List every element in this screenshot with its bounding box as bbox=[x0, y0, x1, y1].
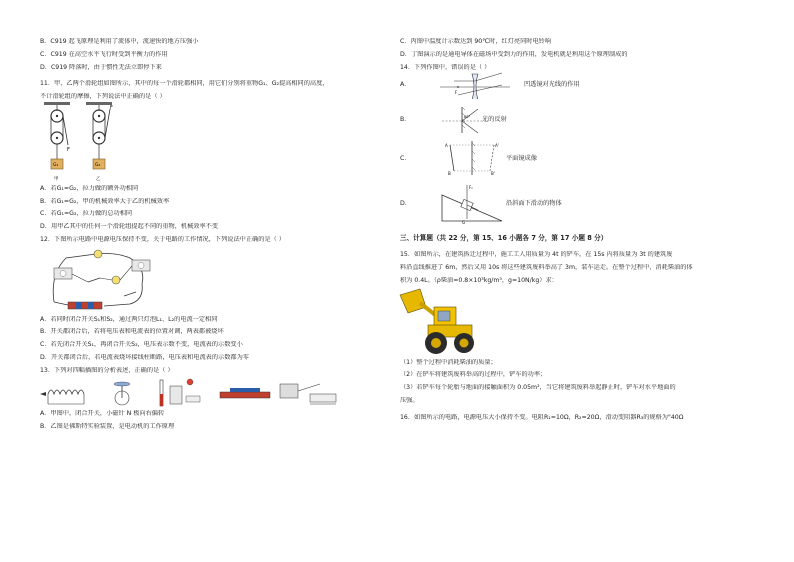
q11-force-label-left: F bbox=[67, 146, 70, 153]
q14-incline-figure bbox=[440, 183, 504, 225]
q14-option-a-letter: A． bbox=[400, 81, 411, 89]
q14-point-a: A bbox=[445, 143, 448, 149]
q12-option-a: A．若同时闭合开关S₁和S₂，通过两只灯泡L₁、L₂的电流一定相同 bbox=[40, 315, 218, 323]
q13-option-d: D．丁图演示的是通电导体在磁场中受到力的作用，发电机就是利用这个原理制成的 bbox=[400, 50, 628, 58]
q14-stem: 14．下列作图中，错误的是（ ） bbox=[400, 63, 491, 71]
q11-stem-line-1: 11．甲、乙两个滑轮组如图所示，其中的每一个滑轮都相同，用它们分别将重物G₁、G₂提高相同的高度， bbox=[40, 80, 329, 88]
q13-stem: 13．下列对四幅插图的分析表述，正确的是（ ） bbox=[40, 366, 174, 374]
q14-option-d-desc: 沿斜面下滑动的物体 bbox=[506, 200, 562, 208]
q10-option-c: C．C919 在高空水平飞行时受到平衡力的作用 bbox=[40, 50, 168, 58]
q12-option-b: B．开关都闭合后，若将电压表和电流表的位置对调，两表都被烧坏 bbox=[40, 328, 224, 336]
q14-point-b-prime: B' bbox=[491, 171, 495, 177]
q15-text-line-1: 15．如图所示，在建筑拆迁过程中，施工工人用质量为 4t 的铲车，在 15s 内将质量为 3t 的建筑废 bbox=[400, 251, 673, 259]
right-column bbox=[400, 38, 755, 421]
left-column bbox=[40, 38, 385, 431]
q14-focus-label: F bbox=[455, 90, 458, 96]
q15-sub-3: （3）若铲车每个轮胎与地面的接触面积为 0.05m²，当它将建筑废料举起静止时，铲车对水平地面的 bbox=[400, 384, 676, 392]
section-3-title: 三、计算题（共 22 分，第 15、16 小题各 7 分，第 17 小题 8 分） bbox=[400, 234, 608, 243]
q11-pulley-figure bbox=[40, 101, 130, 185]
q14-gravity-label: G bbox=[462, 220, 466, 226]
q11-option-c: C．若G₁=G₂，拉力做的总功相同 bbox=[40, 210, 133, 218]
q14-point-a-prime: A' bbox=[495, 143, 499, 149]
q14-option-b-letter: B． bbox=[400, 116, 411, 124]
q14-plane-mirror-figure bbox=[440, 139, 504, 179]
q15-sub-1: （1）整个过程中消耗柴油的质量； bbox=[400, 358, 497, 366]
q12-option-d: D．开关都闭合后，若电流表烧坏接线柱断路，电压表和电流表的示数都为零 bbox=[40, 353, 249, 361]
q14-option-c-desc: 平面镜成像 bbox=[506, 155, 537, 163]
q13-experiments-figure bbox=[40, 374, 340, 410]
q15-sub-2: （2）在铲车将建筑废料举高的过程中，铲车的功率； bbox=[400, 371, 547, 379]
q16-text: 16．如图所示的电路，电源电压大小保持不变。电阻R₁=10Ω，R₂=20Ω，滑动变阻器R₃的规格为"40Ω bbox=[400, 413, 684, 421]
q14-option-b bbox=[400, 105, 755, 135]
q14-option-a bbox=[400, 71, 755, 99]
q11-weight-g1: G₁ bbox=[53, 162, 59, 168]
q11-option-a: A．若G₁=G₂，拉力做的额外功相同 bbox=[40, 184, 139, 192]
q15-sub-3-cont: 压强。 bbox=[400, 396, 419, 404]
q11-weight-g2: G₂ bbox=[95, 162, 101, 168]
q11-label-yi: 乙 bbox=[96, 176, 101, 182]
q12-option-c: C．若先闭合开关S₁，再闭合开关S₂，电压表示数不变，电流表的示数变小 bbox=[40, 341, 243, 348]
q15-loader-image bbox=[398, 287, 478, 359]
q14-option-b-desc: 光的反射 bbox=[482, 116, 507, 124]
q12-circuit-figure bbox=[46, 244, 156, 316]
q10-option-d: D．C919 降落时，由于惯性无法立即停下来 bbox=[40, 63, 162, 71]
q13-option-a: A．甲图中，闭合开关，小磁针 N 极向右偏转 bbox=[40, 410, 165, 418]
q14-normal-force-label: Fₙ bbox=[469, 185, 473, 191]
q11-force-label-right: F bbox=[110, 104, 113, 111]
q14-option-a-desc: 凹透镜对光线的作用 bbox=[524, 81, 580, 89]
q15-text-line-3: 积为 0.4L。（ρ柴油=0.8×10³kg/m³，g=10N/kg）求： bbox=[400, 276, 558, 284]
q15-text-line-2: 料沿直线推进了 6m，然后又用 10s 将这些建筑废料举高了 3m，装车运走。在整个过程中，消耗柴油的体 bbox=[400, 264, 693, 272]
q11-option-d: D．用甲乙其中的任何一个滑轮组提起不同的重物，机械效率不变 bbox=[40, 223, 219, 230]
q14-option-d bbox=[400, 183, 755, 225]
q14-option-c-letter: C． bbox=[400, 155, 411, 163]
q11-label-jia: 甲 bbox=[54, 176, 59, 182]
q11-stem-line-2: 不计滑轮组的摩擦，下列说法中正确的是（ ） bbox=[40, 93, 166, 100]
q10-option-b: B．C919 起飞原理是利用了流体中，流速快的地方压强小 bbox=[40, 38, 199, 45]
q13-option-b: B．乙图是佛斯特实验装置，是电动机的工作原理 bbox=[40, 423, 175, 430]
q14-option-d-letter: D． bbox=[400, 200, 411, 208]
q11-option-b: B．若G₁=G₂，甲的机械效率大于乙的机械效率 bbox=[40, 197, 170, 205]
q14-option-c bbox=[400, 139, 755, 179]
q14-concave-lens-figure bbox=[440, 71, 510, 99]
q14-angle-label: 60° bbox=[464, 115, 471, 120]
q12-stem: 12．下图所示电路中电源电压保持不变，关于电路的工作情况，下列说法中正确的是（ ） bbox=[40, 235, 285, 243]
q13-option-c: C．丙图中温度计示数达到 90℃时，红灯亮同时电铃响 bbox=[400, 38, 552, 45]
q14-point-b: B bbox=[448, 171, 451, 177]
